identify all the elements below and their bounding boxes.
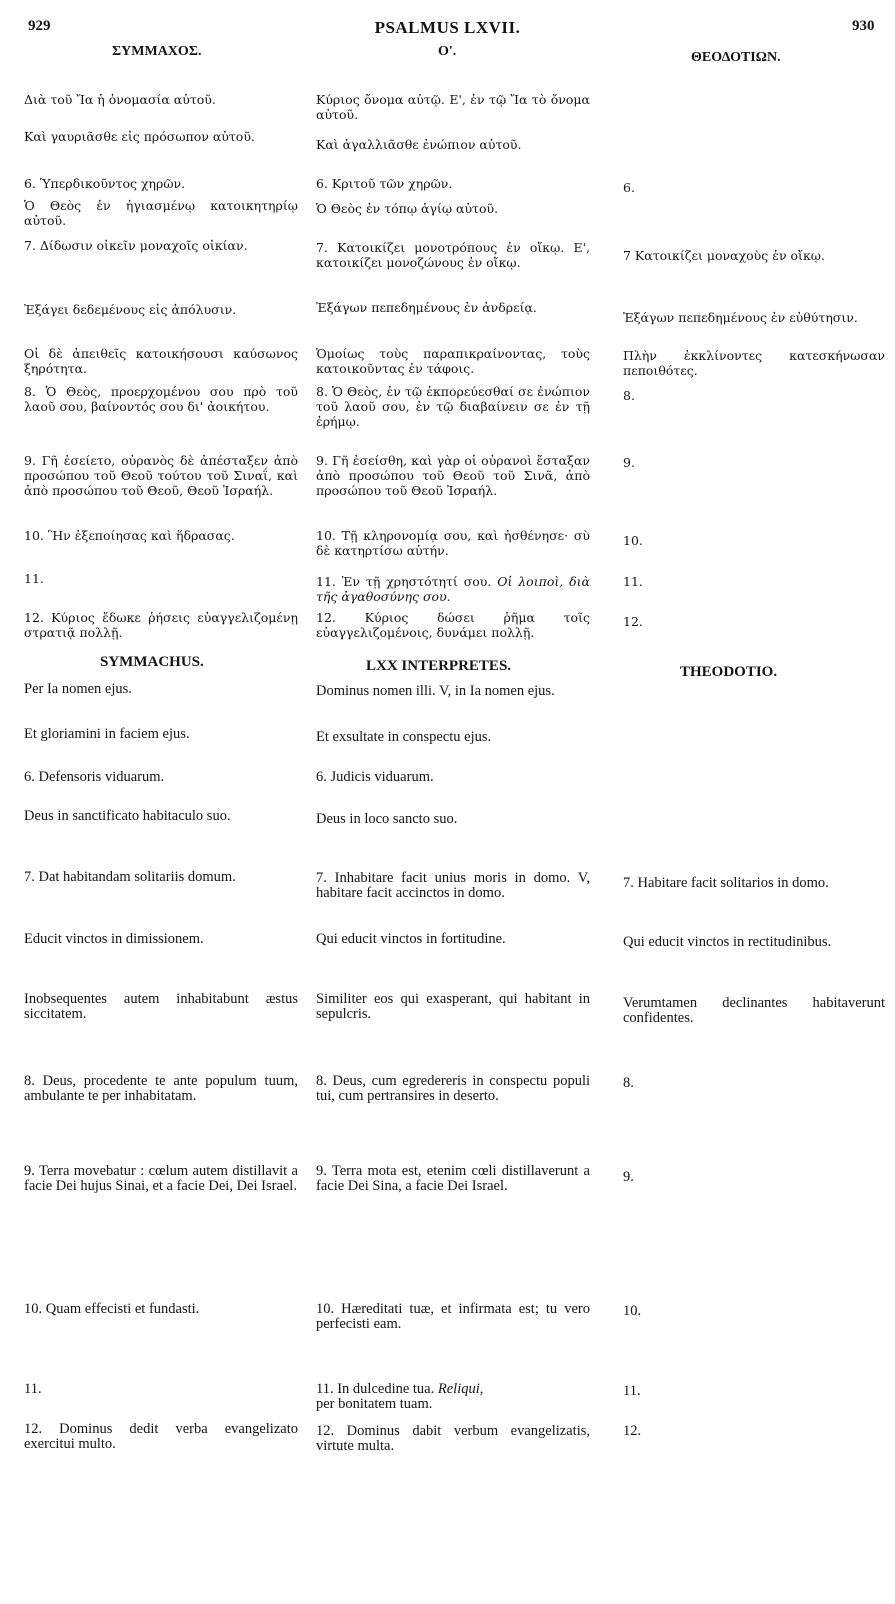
- latin-symmachus-line: 11.: [24, 1381, 42, 1397]
- greek-lxx-line: [316, 574, 590, 604]
- greek-symmachus-line: Διὰ τοῦ Ἴα ἡ ὀνομασία αὐτοῦ.: [24, 92, 216, 107]
- latin-theodotio-line: 10.: [623, 1303, 642, 1319]
- greek-theodotion-line: 12.: [623, 614, 643, 629]
- greek-theodotion-line: Ἐξάγων πεπεδημένους ἐν εὐθύτησιν.: [623, 310, 858, 325]
- greek-symmachus-line: 11.: [24, 571, 44, 586]
- latin-theodotio-line: 7. Habitare facit solitarios in domo.: [623, 875, 829, 891]
- heading-theodotio: THEODOTIO.: [680, 664, 778, 680]
- latin-lxx-line: 8. Deus, cum egredereris in conspectu populi tui, cum pertransires in deserto.: [316, 1073, 590, 1104]
- greek-theodotion-line: 8.: [623, 388, 635, 403]
- latin-symmachus-line: Deus in sanctificato habitaculo suo.: [24, 808, 231, 824]
- greek-symmachus-line: 7. Δίδωσιν οἰκεῖν μοναχοῖς οἰκίαν.: [24, 238, 248, 253]
- greek-theodotion-line: 7 Κατοικίζει μοναχοὺς ἐν οἴκῳ.: [623, 248, 825, 263]
- heading-septuaginta: Ο'.: [438, 44, 457, 59]
- heading-theodotion: ΘΕΟΔΟΤΙΩΝ.: [691, 50, 781, 65]
- latin-symmachus-line: Per Ia nomen ejus.: [24, 681, 132, 697]
- greek-lxx-line: Ἐξάγων πεπεδημένους ἐν ἀνδρείᾳ.: [316, 300, 537, 315]
- greek-theodotion-line: Πλὴν ἐκκλίνοντες κατεσκήνωσαν πεποιθότες.: [623, 348, 885, 378]
- greek-symmachus-line: Οἱ δὲ ἀπειθεῖς κατοικήσουσι καύσωνος ξηρότητα.: [24, 346, 298, 376]
- latin-lxx-reliqui: Reliqui,: [437, 1381, 484, 1397]
- latin-symmachus-line: 7. Dat habitandam solitariis domum.: [24, 869, 236, 885]
- latin-lxx-line: Deus in loco sancto suo.: [316, 811, 458, 827]
- heading-lxx-interpretes: LXX INTERPRETES.: [366, 658, 512, 674]
- latin-symmachus-line: 6. Defensoris viduarum.: [24, 769, 165, 785]
- latin-lxx-line: Dominus nomen illi. V, in Ia nomen ejus.: [316, 683, 555, 699]
- page-number-left: 929: [28, 18, 51, 34]
- greek-lxx-line: 6. Κριτοῦ τῶν χηρῶν.: [316, 176, 453, 191]
- greek-symmachus-line: 8. Ὁ Θεὸς, προερχομένου σου πρὸ τοῦ λαοῦ σου, βαίνοντός σου δι' ἀοικήτου.: [24, 384, 298, 414]
- greek-symmachus-line: Ἐξάγει δεδεμένους εἰς ἀπόλυσιν.: [24, 302, 237, 317]
- latin-lxx-line: 10. Hæreditati tuæ, et infirmata est; tu vero perfecisti eam.: [316, 1301, 590, 1332]
- heading-symmachus: SYMMACHUS.: [100, 654, 204, 670]
- latin-theodotio-line: Verumtamen declinantes habitaverunt confidentes.: [623, 995, 885, 1026]
- greek-lxx-verse-11: 11. Ἐν τῇ χρηστότητί σου.: [316, 574, 492, 589]
- greek-lxx-reliqui: Οἱ λοιποὶ, διὰ τῆς ἀγαθοσύνης σου.: [316, 574, 590, 604]
- latin-lxx-line: Qui educit vinctos in fortitudine.: [316, 931, 506, 947]
- greek-symmachus-line: Ὁ Θεὸς ἐν ἡγιασμένῳ κατοικητηρίῳ αὐτοῦ.: [24, 198, 298, 228]
- latin-theodotio-line: 8.: [623, 1075, 634, 1091]
- greek-lxx-line: 9. Γῆ ἐσείσθη, καὶ γὰρ οἱ οὐρανοὶ ἔσταξαν ἀπὸ προσώπου τοῦ Θεοῦ τοῦ Σινᾶ, ἀπὸ προσώπου τοῦ Θεοῦ Ἰσραήλ.: [316, 453, 590, 498]
- greek-lxx-line: Ὁμοίως τοὺς παραπικραίνοντας, τοὺς κατοικοῦντας ἐν τάφοις.: [316, 346, 590, 376]
- greek-symmachus-line: Καὶ γαυριᾶσθε εἰς πρόσωπον αὐτοῦ.: [24, 129, 255, 144]
- latin-lxx-verse-11: 11. In dulcedine tua.: [316, 1381, 435, 1397]
- running-title: PSALMUS LXVII.: [374, 18, 521, 37]
- latin-symmachus-line: Inobsequentes autem inhabitabunt æstus siccitatem.: [24, 991, 298, 1022]
- latin-theodotio-line: 9.: [623, 1169, 634, 1185]
- latin-theodotio-line: Qui educit vinctos in rectitudinibus.: [623, 934, 832, 950]
- latin-lxx-line: 7. Inhabitare facit unius moris in domo. V, habitare facit accinctos in domo.: [316, 870, 590, 901]
- latin-lxx-line: [316, 1382, 590, 1412]
- latin-symmachus-line: 8. Deus, procedente te ante populum tuum, ambulante te per inhabitatam.: [24, 1073, 298, 1104]
- greek-lxx-line: Ὁ Θεὸς ἐν τόπῳ ἁγίῳ αὐτοῦ.: [316, 201, 499, 216]
- latin-lxx-bonitatem: per bonitatem tuam.: [316, 1396, 433, 1412]
- latin-lxx-line: 9. Terra mota est, etenim cœli distillaverunt a facie Dei Sina, a facie Dei Israel.: [316, 1163, 590, 1194]
- greek-lxx-line: Κύριος ὄνομα αὐτῷ. Ε', ἐν τῷ Ἴα τὸ ὄνομα αὐτοῦ.: [316, 92, 590, 122]
- greek-lxx-line: 10. Τῇ κληρονομίᾳ σου, καὶ ἠσθένησε· σὺ δὲ κατηρτίσω αὐτήν.: [316, 528, 590, 558]
- latin-lxx-line: 12. Dominus dabit verbum evangelizatis, virtute multa.: [316, 1423, 590, 1454]
- greek-lxx-line: 8. Ὁ Θεὸς, ἐν τῷ ἐκπορεύεσθαί σε ἐνώπιον τοῦ λαοῦ σου, ἐν τῷ διαβαίνειν σε ἐν τῇ ἐρήμῳ.: [316, 384, 590, 429]
- greek-theodotion-line: 11.: [623, 574, 643, 589]
- heading-symmachos: ΣΥΜΜΑΧΟΣ.: [112, 44, 202, 59]
- greek-symmachus-line: 12. Κύριος ἔδωκε ῥήσεις εὐαγγελιζομένῃ στρατιᾷ πολλῇ.: [24, 610, 298, 640]
- latin-theodotio-line: 12.: [623, 1423, 642, 1439]
- latin-symmachus-line: 9. Terra movebatur : cœlum autem distillavit a facie Dei hujus Sinai, et a facie Dei, Dei Israel.: [24, 1163, 298, 1194]
- latin-theodotio-line: 11.: [623, 1383, 641, 1399]
- latin-symmachus-line: 12. Dominus dedit verba evangelizato exercitui multo.: [24, 1421, 298, 1452]
- greek-theodotion-line: 9.: [623, 455, 635, 470]
- greek-symmachus-line: 10. Ἣν ἐξεποίησας καὶ ἥδρασας.: [24, 528, 235, 543]
- greek-lxx-line: 7. Κατοικίζει μονοτρόπους ἐν οἴκῳ. Ε', κατοικίζει μονοζώνους ἐν οἴκῳ.: [316, 240, 590, 270]
- greek-lxx-line: Καὶ ἀγαλλιᾶσθε ἐνώπιον αὐτοῦ.: [316, 137, 522, 152]
- page-number-right: 930: [852, 18, 875, 34]
- latin-symmachus-line: Et gloriamini in faciem ejus.: [24, 726, 190, 742]
- latin-lxx-line: Et exsultate in conspectu ejus.: [316, 729, 492, 745]
- latin-lxx-line: Similiter eos qui exasperant, qui habitant in sepulcris.: [316, 991, 590, 1022]
- latin-symmachus-line: 10. Quam effecisti et fundasti.: [24, 1301, 200, 1317]
- latin-lxx-line: 6. Judicis viduarum.: [316, 769, 434, 785]
- latin-symmachus-line: Educit vinctos in dimissionem.: [24, 931, 204, 947]
- greek-theodotion-line: 6.: [623, 180, 635, 195]
- greek-symmachus-line: 9. Γῆ ἐσείετο, οὐρανὸς δὲ ἀπέσταξεν ἀπὸ προσώπου τοῦ Θεοῦ τούτου τοῦ Σιναΐ, καὶ ἀπὸ προσώπου τοῦ Θεοῦ, Θεοῦ Ἰσραήλ.: [24, 453, 298, 498]
- greek-theodotion-line: 10.: [623, 533, 643, 548]
- greek-lxx-line: 12. Κύριος δώσει ῥῆμα τοῖς εὐαγγελιζομένοις, δυνάμει πολλῇ.: [316, 610, 590, 640]
- greek-symmachus-line: 6. Ὑπερδικοῦντος χηρῶν.: [24, 176, 186, 191]
